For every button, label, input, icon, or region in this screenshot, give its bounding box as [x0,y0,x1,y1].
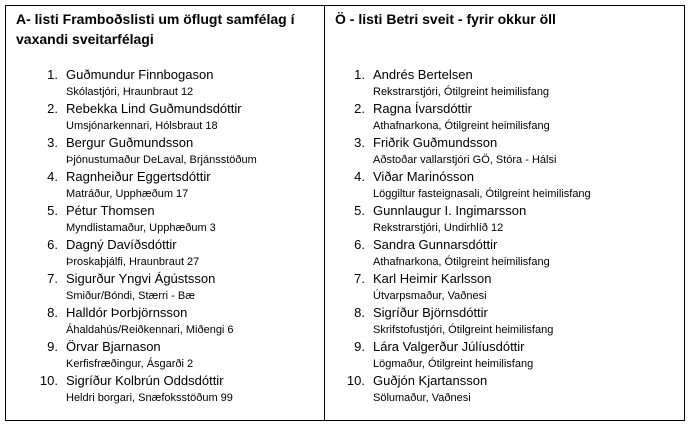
list-o-column [325,6,684,420]
candidate-number: 2. [354,101,365,116]
candidate-name: Karl Heimir Karlsson [373,271,492,286]
candidate-role: Þjónustumaður DeLaval, Brjánsstöðum [66,154,257,166]
candidate-item [32,100,257,134]
candidate-item [32,236,257,270]
candidate-name: Ragna Ívarsdóttir [373,101,472,116]
list-a-candidates [32,66,257,406]
candidate-name: Sigríður Björnsdóttir [373,305,488,320]
candidate-name: Gunnlaugur I. Ingimarsson [373,203,527,218]
candidate-number: 5. [354,203,365,218]
candidate-role: Lögmaður, Ótilgreint heimilisfang [373,358,534,370]
candidate-number: 4. [354,169,365,184]
candidate-name: Dagný Davíðsdóttir [66,237,177,252]
candidate-number: 4. [47,169,58,184]
candidate-role: Myndlistamaður, Upphæðum 3 [66,222,216,234]
candidate-role: Aðstoðar vallarstjóri GÖ, Stóra - Hálsi [373,154,557,166]
list-a-column [6,6,325,420]
candidate-number: 7. [354,271,365,286]
candidate-role: Umsjónarkennari, Hólsbraut 18 [66,120,218,132]
candidate-number: 9. [47,339,58,354]
candidate-number: 6. [354,237,365,252]
candidate-number: 7. [47,271,58,286]
candidate-role: Matráður, Upphæðum 17 [66,188,189,200]
candidate-name: Rebekka Lind Guðmundsdóttir [66,101,242,116]
candidate-number: 2. [47,101,58,116]
candidate-number: 10. [39,373,58,388]
list-a-heading: A- listi Framboðslisti um öflugt samfélag í vaxandi sveitarfélagi [16,11,295,47]
candidate-role: Löggiltur fasteignasali, Ótilgreint heimilisfang [373,188,591,200]
list-o-heading: Ö - listi Betri sveit - fyrir okkur öll [335,11,556,27]
candidate-name: Sigurður Yngvi Ágústsson [66,271,216,286]
candidate-role: Skólastjóri, Hraunbraut 12 [66,86,194,98]
candidate-name: Guðjón Kjartansson [373,373,488,388]
candidate-number: 3. [47,135,58,150]
candidate-role: Skrifstofustjóri, Ótilgreint heimilisfang [373,324,554,336]
candidate-name: Guðmundur Finnbogason [66,67,214,82]
candidate-item [339,372,591,406]
candidate-item [32,372,257,406]
candidate-number: 8. [354,305,365,320]
candidate-item [339,270,591,304]
candidate-name: Viðar Marinósson [373,169,474,184]
candidate-role: Athafnarkona, Ótilgreint heimilisfang [373,120,550,132]
candidate-role: Áhaldahús/Reiðkennari, Miðengi 6 [66,324,234,336]
candidate-name: Pétur Thomsen [66,203,155,218]
candidate-name: Sandra Gunnarsdóttir [373,237,498,252]
candidate-name: Friðrik Guðmundsson [373,135,498,150]
candidate-number: 1. [47,67,58,82]
candidate-role: Rekstrarstjóri, Undirhlíð 12 [373,222,504,234]
candidate-number: 6. [47,237,58,252]
candidate-number: 5. [47,203,58,218]
candidate-item [339,168,591,202]
candidate-role: Sölumaður, Vaðnesi [373,392,471,404]
list-o-candidates [339,66,591,406]
candidate-role: Heldri borgari, Snæfoksstöðum 99 [66,392,233,404]
candidate-lists-table [5,5,685,421]
candidate-item [32,168,257,202]
candidate-item [339,202,591,236]
candidate-number: 1. [354,67,365,82]
candidate-role: Rekstrarstjóri, Ótilgreint heimilisfang [373,86,550,98]
candidate-name: Lára Valgerður Júlíusdóttir [373,339,525,354]
candidate-name: Ragnheiður Eggertsdóttir [66,169,211,184]
candidate-item [32,202,257,236]
candidate-item [339,134,591,168]
candidate-name: Bergur Guðmundsson [66,135,194,150]
candidate-item [339,338,591,372]
candidate-item [339,236,591,270]
candidate-item [32,304,257,338]
candidate-item [339,304,591,338]
candidate-number: 9. [354,339,365,354]
candidate-number: 8. [47,305,58,320]
candidate-item [32,270,257,304]
candidate-role: Þroskaþjálfi, Hraunbraut 27 [66,256,200,268]
candidate-item [32,66,257,100]
candidate-number: 3. [354,135,365,150]
candidate-name: Sigríður Kolbrún Oddsdóttir [66,373,224,388]
candidate-role: Kerfisfræðingur, Ásgarði 2 [66,358,194,370]
candidate-item [339,100,591,134]
candidate-name: Andrés Bertelsen [373,67,473,82]
candidate-role: Útvarpsmaður, Vaðnesi [373,290,487,302]
candidate-role: Smiður/Bóndi, Stærri - Bæ [66,290,195,302]
candidate-item [339,66,591,100]
candidate-item [32,338,257,372]
candidate-role: Athafnarkona, Ótilgreint heimilisfang [373,256,550,268]
candidate-name: Örvar Bjarnason [66,339,161,354]
candidate-item [32,134,257,168]
candidate-name: Halldór Þorbjörnsson [66,305,188,320]
candidate-number: 10. [346,373,365,388]
